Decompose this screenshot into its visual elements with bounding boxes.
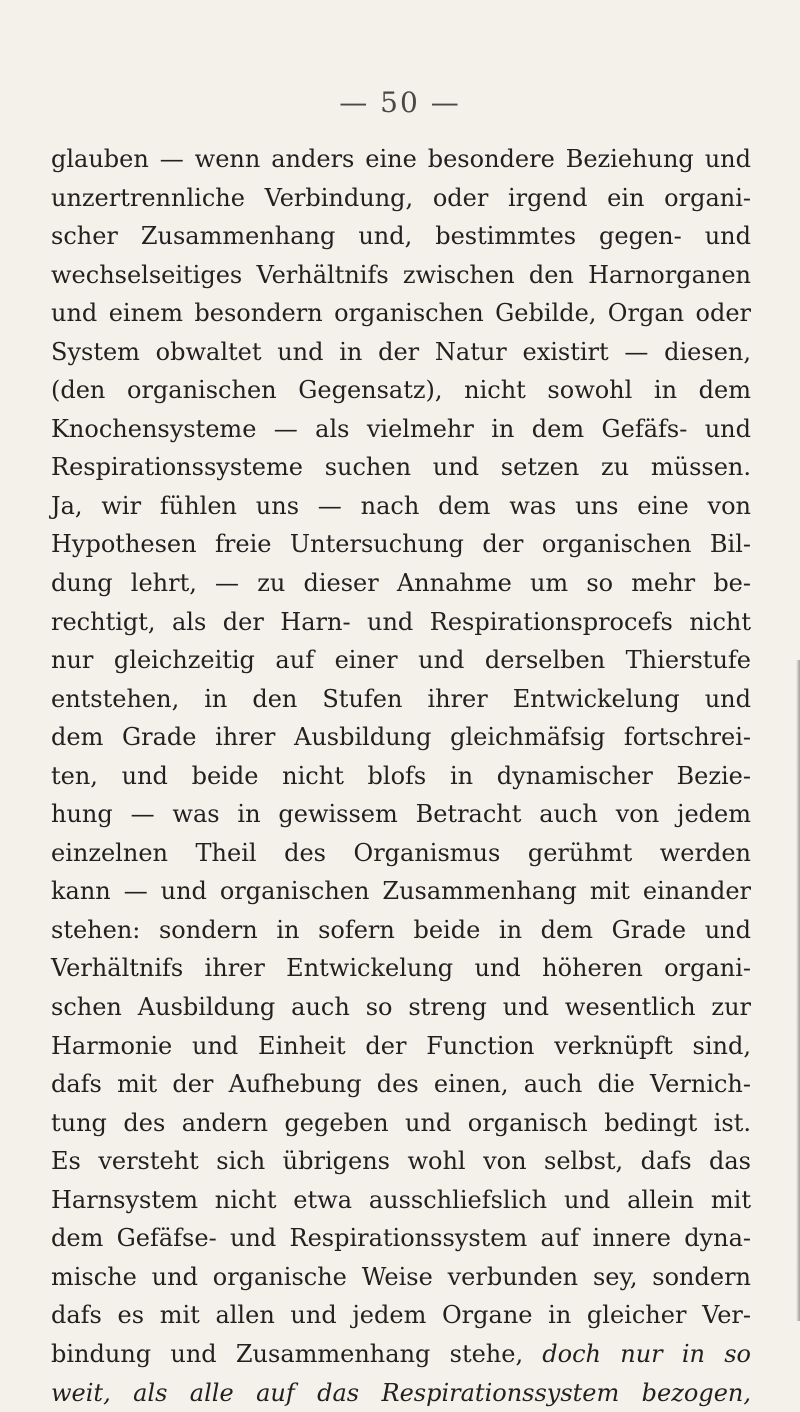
text-line: ten, und beide nicht blofs in dynamischer Bezie-: [51, 757, 751, 796]
text-line: dafs es mit allen und jedem Organe in gleicher Ver-: [51, 1296, 751, 1335]
text-line: Harnsystem nicht etwa ausschliefslich und allein mit: [51, 1181, 751, 1220]
text-line: tung des andern gegeben und organisch bedingt ist.: [51, 1104, 751, 1143]
text-line: Ja, wir fühlen uns — nach dem was uns eine von: [51, 487, 751, 526]
text-line: wechselseitiges Verhältnifs zwischen den Harnorganen: [51, 256, 751, 295]
text-line: (den organischen Gegensatz), nicht sowohl in dem: [51, 371, 751, 410]
text-line: Es versteht sich übrigens wohl von selbst, dafs das: [51, 1142, 751, 1181]
text-line: Hypothesen freie Untersuchung der organischen Bil-: [51, 525, 751, 564]
text-line: rechtigt, als der Harn- und Respirationsprocefs nicht: [51, 603, 751, 642]
page-number: — 50 —: [0, 86, 800, 119]
text-line: System obwaltet und in der Natur existirt — diesen,: [51, 333, 751, 372]
text-line: dem Gefäfse- und Respirationssystem auf innere dyna-: [51, 1219, 751, 1258]
text-line-mixed: [51, 1335, 751, 1374]
text-line: dung lehrt, — zu dieser Annahme um so mehr be-: [51, 564, 751, 603]
text-line: unzertrennliche Verbindung, oder irgend ein organi-: [51, 179, 751, 218]
text-segment-italic: doch nur in so: [523, 1340, 751, 1368]
text-line: schen Ausbildung auch so streng und wesentlich zur: [51, 988, 751, 1027]
page-edge-shadow: [796, 660, 800, 1321]
text-line: einzelnen Theil des Organismus gerühmt werden: [51, 834, 751, 873]
text-line: kann — und organischen Zusammenhang mit einander: [51, 872, 751, 911]
text-line: Respirationssysteme suchen und setzen zu müssen.: [51, 448, 751, 487]
text-line: entstehen, in den Stufen ihrer Entwickelung und: [51, 680, 751, 719]
text-line: dem Grade ihrer Ausbildung gleichmäfsig fortschrei-: [51, 718, 751, 757]
text-line: glauben — wenn anders eine besondere Beziehung und: [51, 140, 751, 179]
text-line-italic: weit, als alle auf das Respirationssystem bezogen,: [51, 1374, 751, 1412]
text-line: scher Zusammenhang und, bestimmtes gegen- und: [51, 217, 751, 256]
text-line: und einem besondern organischen Gebilde, Organ oder: [51, 294, 751, 333]
body-text: [51, 140, 751, 1412]
text-line: Verhältnifs ihrer Entwickelung und höheren organi-: [51, 949, 751, 988]
text-segment-roman: bindung und Zusammenhang stehe,: [51, 1340, 523, 1368]
text-line: mische und organische Weise verbunden sey, sondern: [51, 1258, 751, 1297]
text-line: nur gleichzeitig auf einer und derselben Thierstufe: [51, 641, 751, 680]
text-line: hung — was in gewissem Betracht auch von jedem: [51, 795, 751, 834]
text-line: Knochensysteme — als vielmehr in dem Gefäfs- und: [51, 410, 751, 449]
text-line: stehen: sondern in sofern beide in dem Grade und: [51, 911, 751, 950]
text-line: dafs mit der Aufhebung des einen, auch die Vernich-: [51, 1065, 751, 1104]
text-line: Harmonie und Einheit der Function verknüpft sind,: [51, 1027, 751, 1066]
